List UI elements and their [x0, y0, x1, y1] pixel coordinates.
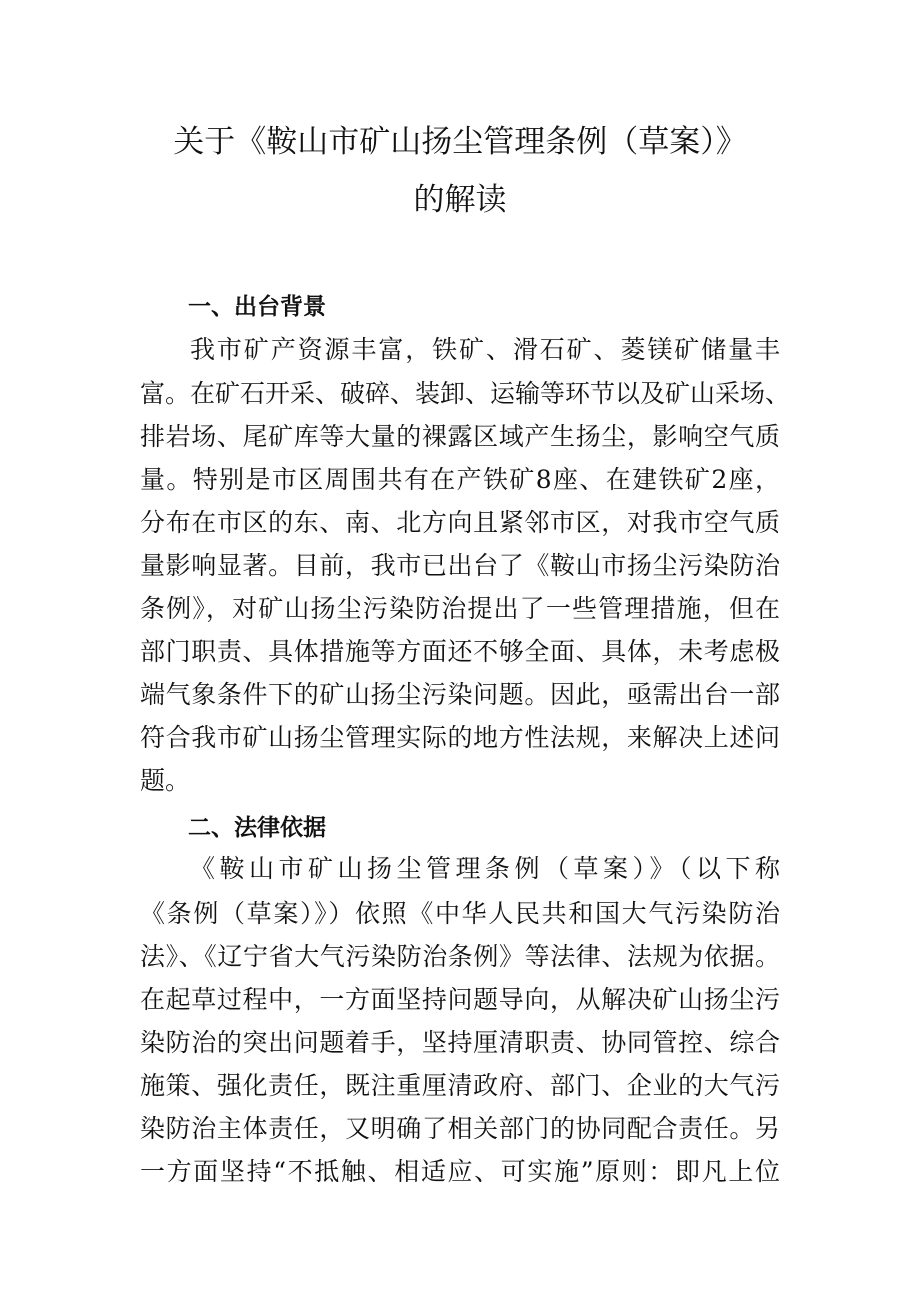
paragraph-line: 量。特别是市区周围共有在产铁矿8座、在建铁矿2座，: [140, 465, 780, 494]
paragraph-line: 条例》，对矿山扬尘污染防治提出了一些管理措施，但在: [140, 594, 780, 623]
document-title-line-1: 关于《鞍山市矿山扬尘管理条例（草案）》: [173, 124, 747, 160]
paragraph-line: 染防治主体责任，又明确了相关部门的协同配合责任。另: [140, 1114, 780, 1143]
paragraph-line: 我市矿产资源丰富，铁矿、滑石矿、菱镁矿储量丰: [190, 335, 780, 364]
paragraph-line: 题。: [140, 766, 191, 795]
paragraph-line: 施策、强化责任，既注重厘清政府、部门、企业的大气污: [140, 1071, 780, 1100]
paragraph-line: 在起草过程中，一方面坚持问题导向，从解决矿山扬尘污: [140, 985, 780, 1014]
document-title-line-2: 的解读: [413, 182, 507, 218]
paragraph-line: 染防治的突出问题着手，坚持厘清职责、协同管控、综合: [140, 1028, 780, 1057]
section-heading-legal-basis: 二、法律依据: [188, 815, 326, 841]
paragraph-line: 《鞍山市矿山扬尘管理条例（草案）》（以下称: [190, 854, 780, 883]
paragraph-line: 排岩场、尾矿库等大量的裸露区域产生扬尘，影响空气质: [140, 422, 780, 451]
paragraph-line: 《条例（草案）》）依照《中华人民共和国大气污染防治: [140, 899, 780, 928]
paragraph-line: 富。在矿石开采、破碎、装卸、运输等环节以及矿山采场、: [140, 379, 791, 408]
paragraph-line: 一方面坚持“不抵触、相适应、可实施”原则：即凡上位: [140, 1157, 780, 1186]
paragraph-line: 法》、《辽宁省大气污染防治条例》等法律、法规为依据。: [140, 942, 780, 971]
paragraph-line: 端气象条件下的矿山扬尘污染问题。因此，亟需出台一部: [140, 680, 780, 709]
paragraph-line: 分布在市区的东、南、北方向且紧邻市区，对我市空气质: [140, 508, 780, 537]
section-heading-background: 一、出台背景: [188, 294, 326, 320]
paragraph-line: 符合我市矿山扬尘管理实际的地方性法规，来解决上述问: [140, 723, 780, 752]
paragraph-line: 量影响显著。目前，我市已出台了《鞍山市扬尘污染防治: [140, 551, 780, 580]
paragraph-line: 部门职责、具体措施等方面还不够全面、具体，未考虑极: [140, 637, 780, 666]
